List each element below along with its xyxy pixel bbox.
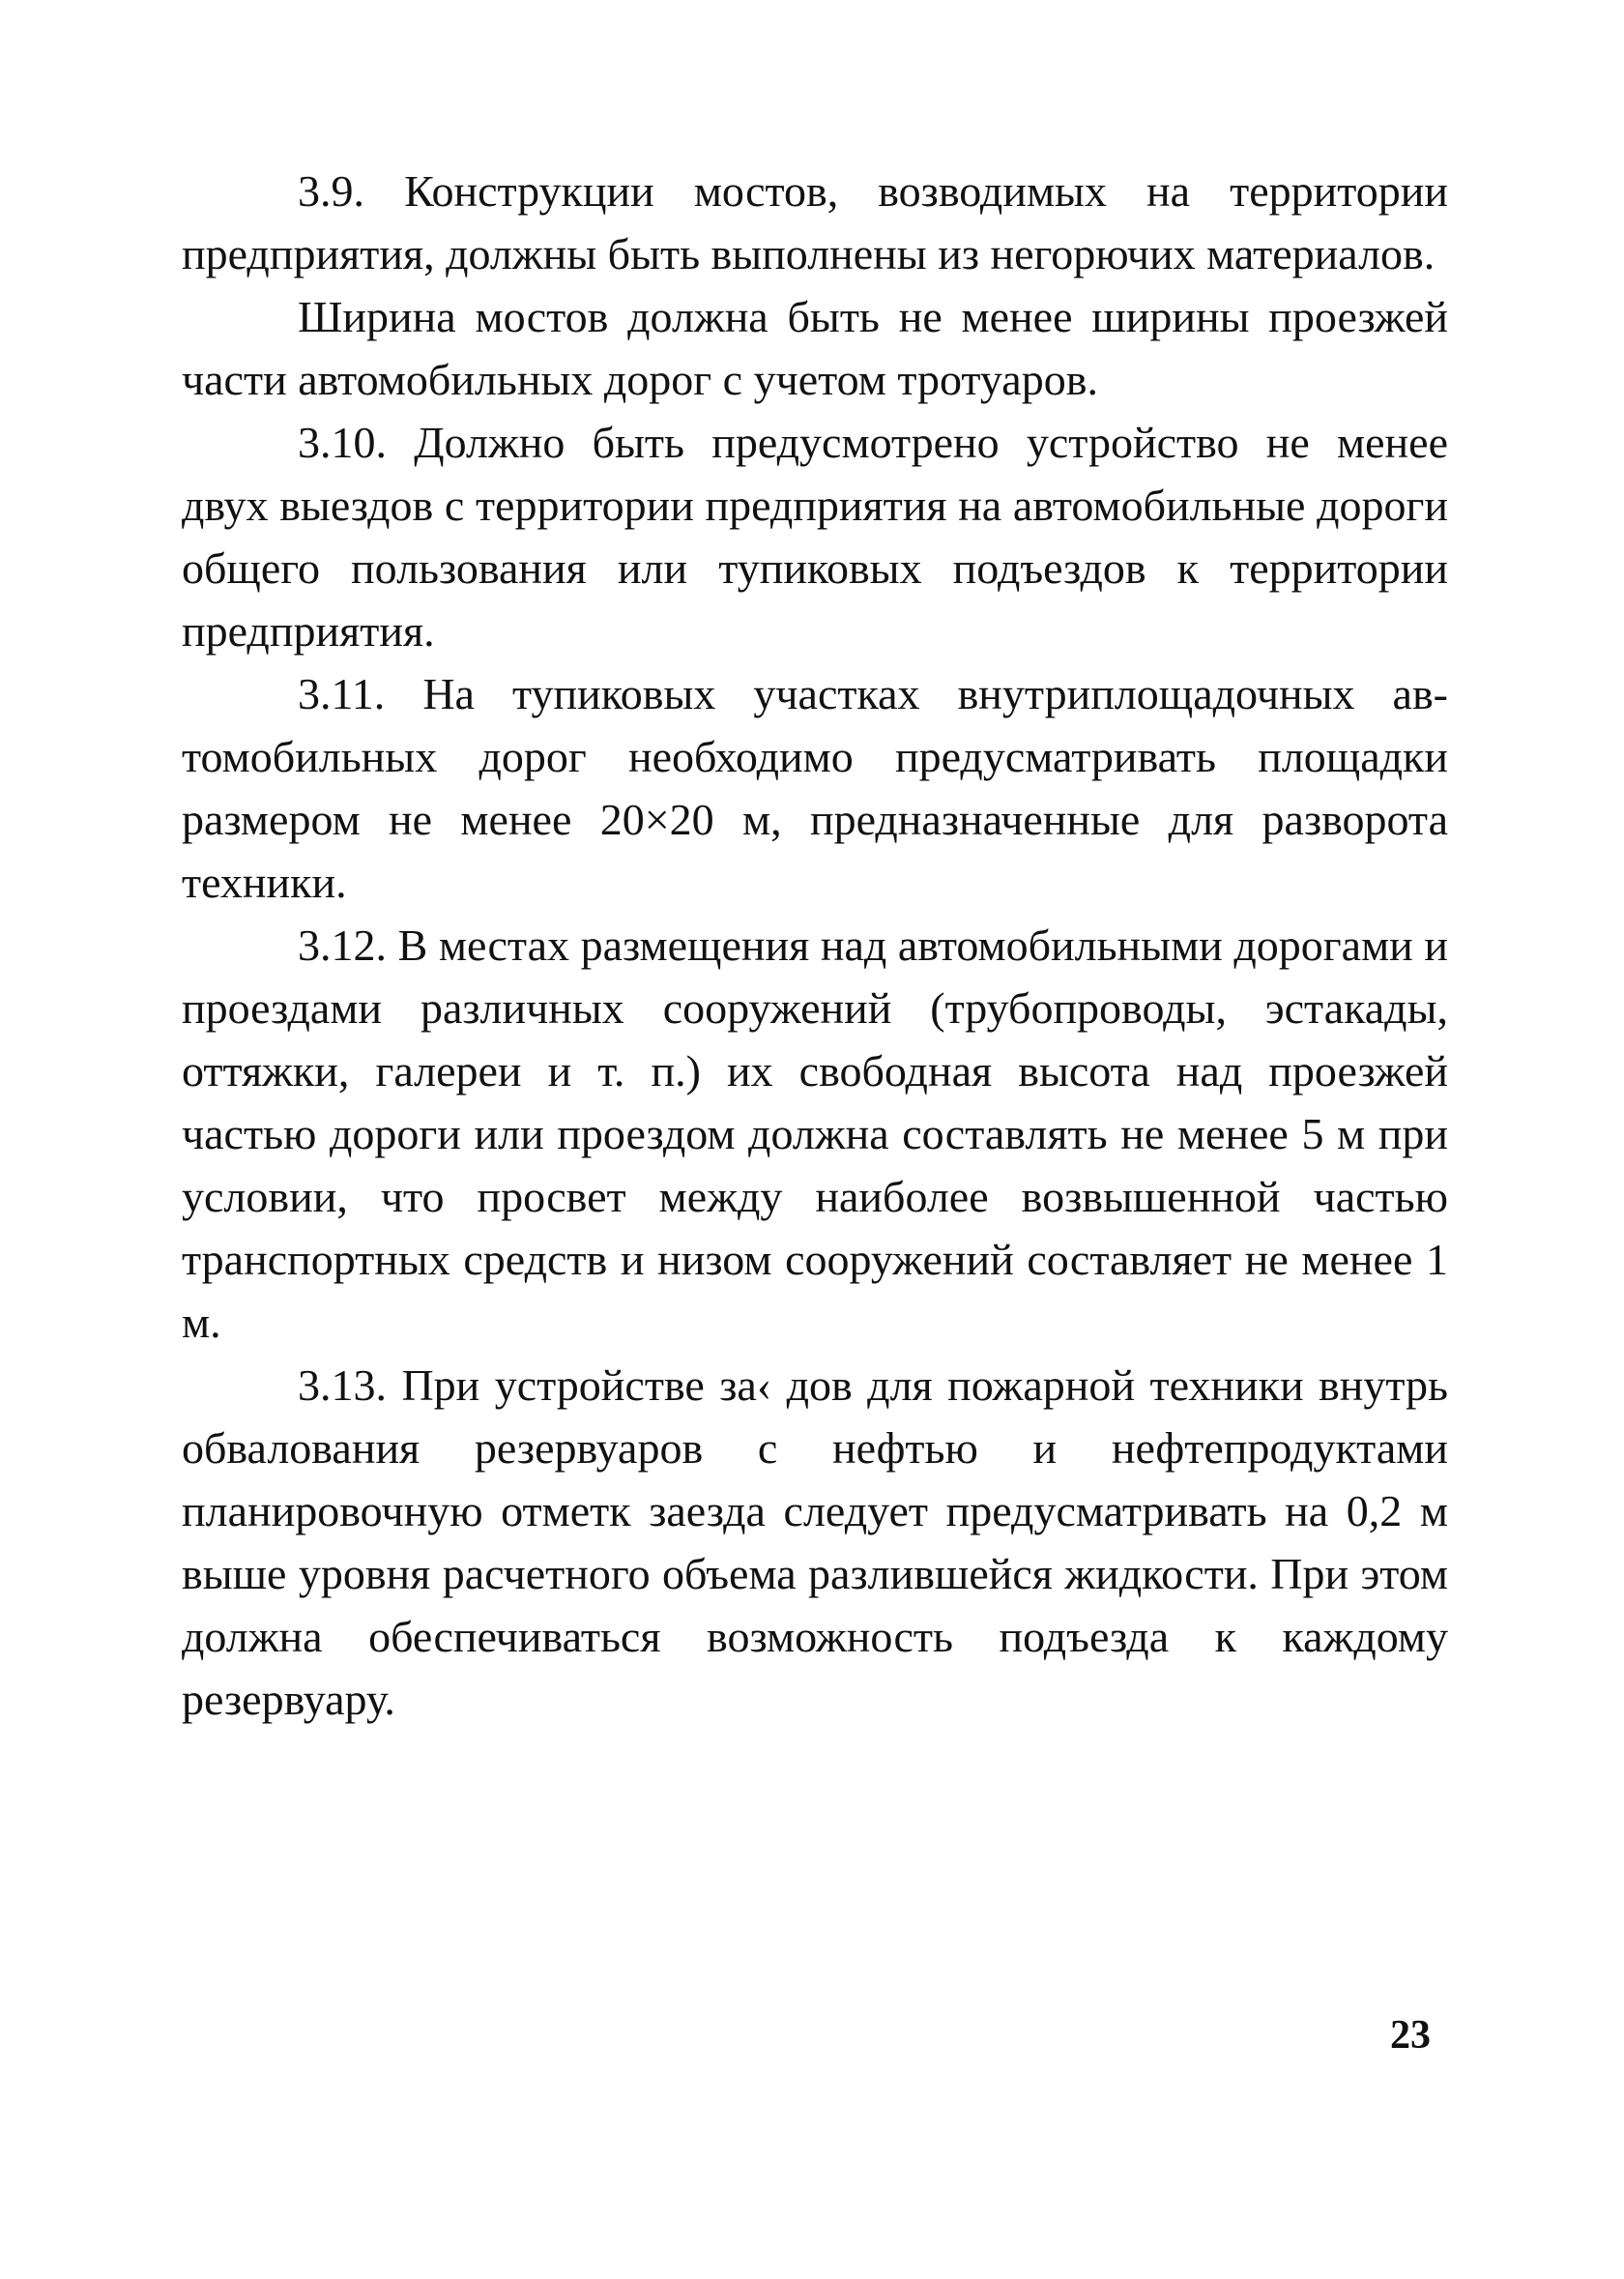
paragraph-3-13: 3.13. При устройстве за‹ дов для пожарной техники внутрь обвалования резервуаров с нефтью и нефтепродуктами планировочную отметк заезда следует предусматривать на 0,2 м выше уровня расчетного объема разлившейся жидкости. При этом должна обеспечиваться возможность подъезда к каждому резервуару. [182,1360,1448,1724]
paragraph-bridge-width: Ширина мостов должна быть не менее ширины проезжей части автомобильных дорог с учетом тротуаров. [182,292,1448,404]
page-number: 23 [1390,2013,1431,2058]
paragraph-3-9: 3.9. Конструкции мостов, возводимых на территории предприятия, должны быть выполнены из негорючих материалов. [182,166,1448,278]
paragraph-3-10: 3.10. Должно быть предусмотрено устройство не менее двух выездов с территории предприятия на автомобильные дороги общего пользования или тупиковых подъездов к территории предприятия. [182,418,1448,656]
body-text [182,160,1448,1731]
paragraph-3-12: 3.12. В местах размещения над автомобильными дорогами и проездами различных сооружений (трубопроводы, эстакады, оттяжки, галереи и т. п.) их свободная высота над проезжей частью дороги или проездом должна составлять не менее 5 м при условии, что просвет между наиболее возвышенной частью транспортных средств и низом сооружений составляет не менее 1 м. [182,920,1448,1347]
paragraph-3-11: 3.11. На тупиковых участках внутриплощадочных автомобильных дорог необходимо предусматривать площадки размером не менее 20×20 м, предназначенные для разворота техники. [182,669,1448,907]
